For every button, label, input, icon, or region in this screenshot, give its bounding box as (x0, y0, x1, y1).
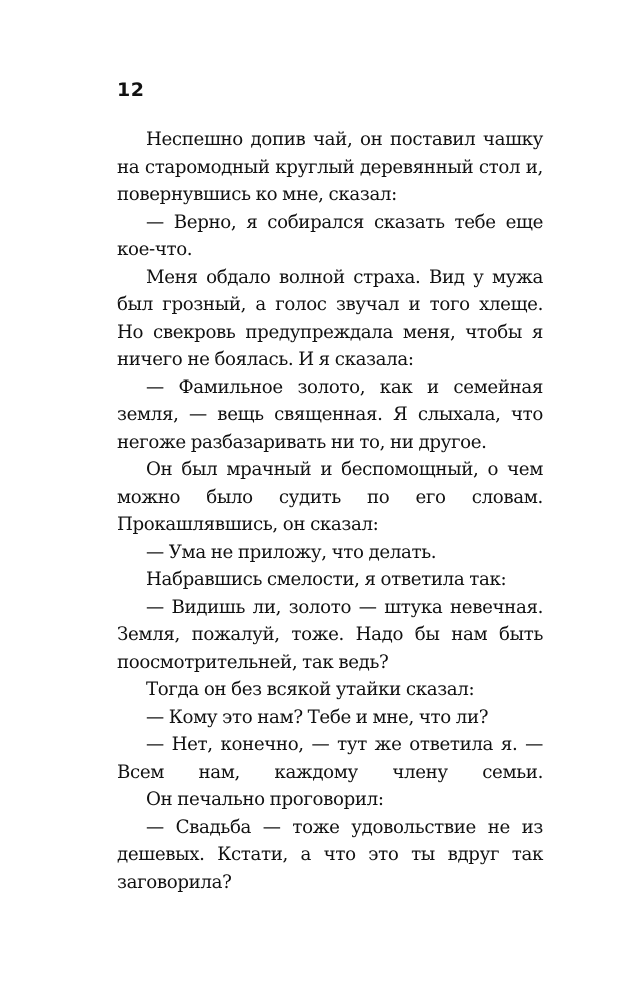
paragraph: — Нет, конечно, — тут же ответила я. — Всем нам, каждому члену семьи. (117, 734, 543, 783)
paragraph: — Кому это нам? Тебе и мне, что ли? (146, 706, 489, 728)
paragraph: — Свадьба — тоже удовольствие не из дешевых. Кстати, а что это ты вдруг так заговорила? (117, 816, 543, 893)
paragraph: — Фамильное золото, как и семейная земля, — вещь священная. Я слыхала, что негоже разбазаривать ни то, ни другое. (117, 376, 543, 453)
paragraph: — Ума не приложу, что делать. (146, 541, 437, 563)
paragraph: Он был мрачный и беспомощный, о чем можно было судить по его словам. Прокашлявшись, он сказал: (117, 459, 543, 535)
paragraph: Набравшись смелости, я ответила так: (146, 569, 507, 590)
paragraph: Тогда он без всякой утайки сказал: (146, 679, 475, 700)
page-number: 12 (117, 79, 145, 101)
paragraph: Меня обдало волной страха. Вид у мужа был грозный, а голос звучал и того хлеще. Но свекровь предупреждала меня, чтобы я ничего не боялась. И я сказала: (117, 266, 543, 370)
paragraph: — Верно, я собирался сказать тебе еще кое-что. (117, 211, 543, 260)
paragraph: — Видишь ли, золото — штука невечная. Земля, пожалуй, тоже. Надо бы нам быть поосмотрительней, так ведь? (117, 596, 543, 673)
body-text (117, 126, 543, 896)
paragraph: Неспешно допив чай, он поставил чашку на старомодный круглый деревянный стол и, повернувшись ко мне, сказал: (117, 129, 543, 205)
paragraph: Он печально проговорил: (146, 789, 384, 810)
